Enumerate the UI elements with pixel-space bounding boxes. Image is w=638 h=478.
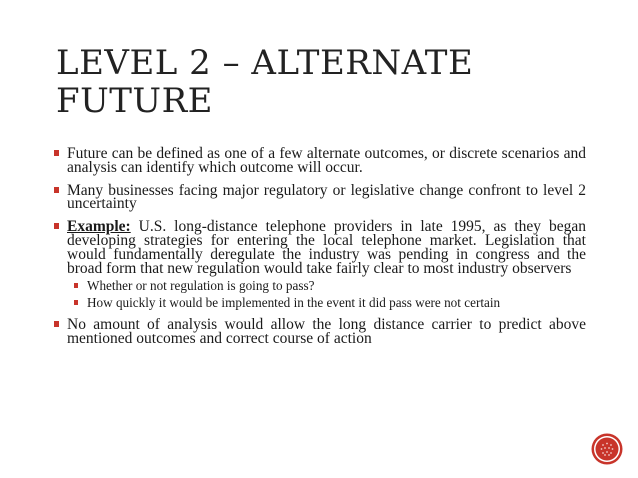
slide-body <box>54 147 586 355</box>
slide-title: LEVEL 2 – ALTERNATE FUTURE <box>56 43 474 121</box>
sub-bullet-item <box>67 280 586 292</box>
bullet-text: No amount of analysis would allow the long distance carrier to predict above mentioned outcomes and correct course of action <box>67 316 586 348</box>
example-label: Example: <box>67 218 131 236</box>
square-bullet-icon <box>74 300 78 305</box>
bullet-list <box>54 147 586 346</box>
bullet-text: Many businesses facing major regulatory or legislative change confront to level 2 uncertainty <box>67 181 586 213</box>
square-bullet-icon <box>74 283 78 288</box>
circle-nav-icon <box>594 436 620 462</box>
bullet-item <box>54 181 586 213</box>
sub-bullet-item <box>67 297 586 309</box>
sub-bullet-text: How quickly it would be implemented in the event it did pass were not certain <box>87 295 501 311</box>
bullet-item <box>54 318 586 346</box>
sub-bullet-list <box>67 280 586 309</box>
square-bullet-icon <box>54 321 59 327</box>
sub-bullet-text: Whether or not regulation is going to pass? <box>87 278 315 294</box>
bullet-item <box>54 147 586 175</box>
bullet-text: U.S. long-distance telephone providers in late 1995, as they began developing strategies for entering the local telephone market. Legislation that would fundamentally deregulate the industry was pending in congress and the broad form that new regulation would take fairly clear to most industry observers <box>67 218 586 277</box>
slide-nav-button[interactable] <box>594 436 620 462</box>
bullet-item <box>54 220 586 309</box>
bullet-text: Future can be defined as one of a few alternate outcomes, or discrete scenarios and analysis can identify which outcome will occur. <box>67 145 586 176</box>
square-bullet-icon <box>54 150 59 156</box>
square-bullet-icon <box>54 187 59 193</box>
square-bullet-icon <box>54 223 59 229</box>
